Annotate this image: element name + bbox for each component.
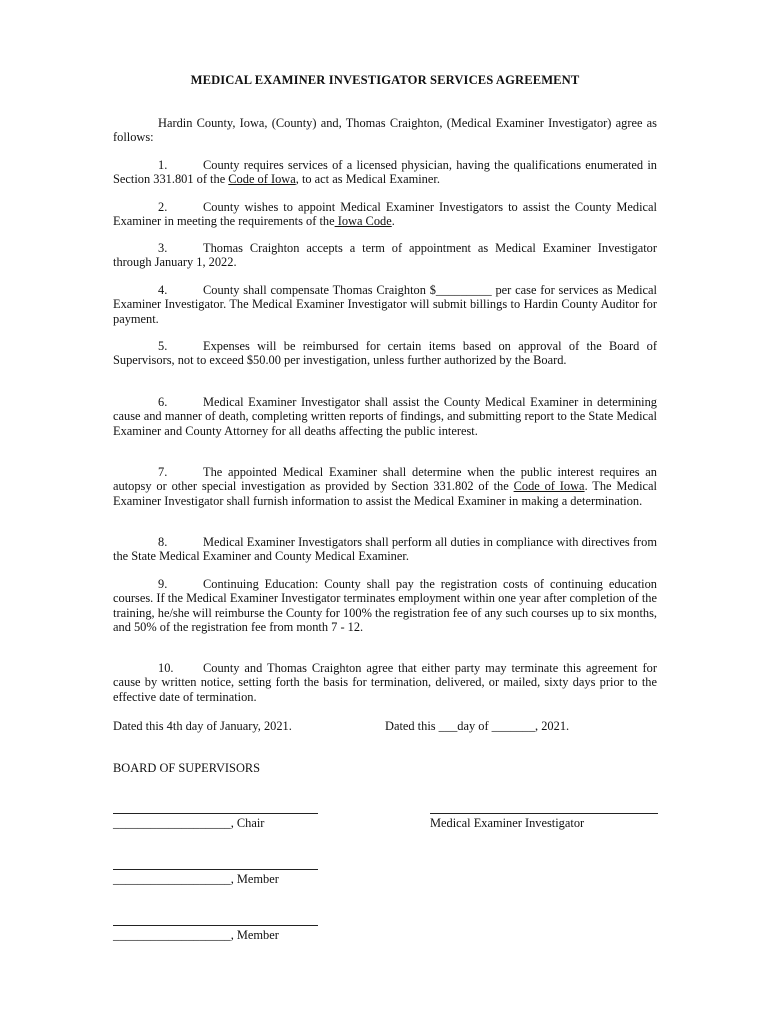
clause-text-end: , to act as Medical Examiner. bbox=[295, 172, 440, 187]
clause-text: Medical Examiner Investigator shall assist the County Medical Examiner in determining cause and manner of death, completing written reports of findings, and submitting report to the State Medical Examiner and County Attorney for all deaths affecting the public interest. bbox=[113, 395, 657, 438]
clause-number: 8. bbox=[158, 535, 168, 549]
investigator-signature-line bbox=[430, 813, 658, 814]
member-2-signature-line bbox=[113, 925, 318, 926]
clause-5 bbox=[113, 339, 657, 368]
dated-county: Dated this 4th day of January, 2021. bbox=[113, 719, 292, 733]
clause-text: County requires services of a licensed physician, having the qualifications enumerated in Section 331.801 of the bbox=[113, 158, 657, 187]
clause-1 bbox=[113, 158, 657, 187]
clause-number: 4. bbox=[158, 283, 168, 297]
clause-text-end: . bbox=[391, 214, 395, 229]
code-of-iowa-reference: Code of Iowa bbox=[228, 172, 296, 187]
clause-text: County wishes to appoint Medical Examiner Investigators to assist the County Medical Examiner in meeting the requirements of the bbox=[113, 200, 657, 229]
member-2-signature-label: ___________________, Member bbox=[113, 928, 279, 942]
iowa-code-reference: Iowa Code bbox=[334, 214, 392, 229]
clause-text: Continuing Education: County shall pay the registration costs of continuing education courses. If the Medical Examiner Investigator terminates employment within one year after completion of the training, he/she will reimburse the County for 100% the registration fee of any such courses up to six months, and 50% of the registration fee from month 7 - 12. bbox=[113, 577, 657, 635]
dated-investigator: Dated this ___day of _______, 2021. bbox=[385, 719, 570, 733]
clause-text: Medical Examiner Investigators shall perform all duties in compliance with directives from the State Medical Examiner and County Medical Examiner. bbox=[113, 535, 657, 564]
clause-text-end: . The Medical Examiner Investigator shall furnish information to assist the Medical Examiner in making a determination. bbox=[113, 479, 657, 508]
member-1-signature-line bbox=[113, 869, 318, 870]
clause-6 bbox=[113, 395, 657, 438]
clause-text: The appointed Medical Examiner shall determine when the public interest requires an autopsy or other special investigation as provided by Section 331.802 of the bbox=[113, 465, 657, 494]
clause-10 bbox=[113, 661, 657, 704]
clause-7 bbox=[113, 465, 657, 508]
clause-number: 7. bbox=[158, 465, 168, 479]
clause-number: 3. bbox=[158, 241, 168, 255]
board-heading: BOARD OF SUPERVISORS bbox=[113, 761, 261, 775]
investigator-signature-label: Medical Examiner Investigator bbox=[430, 816, 585, 830]
clause-text: County shall compensate Thomas Craighton $_________ per case for services as Medical Examiner Investigator. The Medical Examiner Investigator will submit billings to Hardin County Auditor for payment. bbox=[113, 283, 657, 326]
clause-number: 5. bbox=[158, 339, 168, 353]
clause-text: Expenses will be reimbursed for certain items based on approval of the Board of Supervisors, not to exceed $50.00 per investigation, unless further authorized by the Board. bbox=[113, 339, 657, 368]
clause-number: 1. bbox=[158, 158, 168, 172]
chair-signature-label: ___________________, Chair bbox=[113, 816, 265, 830]
clause-text: Thomas Craighton accepts a term of appointment as Medical Examiner Investigator through January 1, 2022. bbox=[113, 241, 657, 270]
clause-number: 6. bbox=[158, 395, 168, 409]
clause-number: 2. bbox=[158, 200, 168, 214]
clause-9 bbox=[113, 577, 657, 635]
member-1-signature-label: ___________________, Member bbox=[113, 872, 279, 886]
intro-text: Hardin County, Iowa, (County) and, Thomas Craighton, (Medical Examiner Investigator) agree as follows: bbox=[113, 116, 657, 145]
clause-8 bbox=[113, 535, 657, 564]
clause-2 bbox=[113, 200, 657, 229]
clause-number: 10. bbox=[158, 661, 174, 675]
chair-signature-line bbox=[113, 813, 318, 814]
clause-text: County and Thomas Craighton agree that either party may terminate this agreement for cause by written notice, setting forth the basis for termination, delivered, or mailed, sixty days prior to the effective date of termination. bbox=[113, 661, 657, 704]
intro-paragraph bbox=[113, 116, 657, 145]
clause-4 bbox=[113, 283, 657, 326]
code-of-iowa-reference: Code of Iowa bbox=[513, 479, 585, 494]
clause-number: 9. bbox=[158, 577, 168, 591]
document-title: MEDICAL EXAMINER INVESTIGATOR SERVICES AGREEMENT bbox=[190, 73, 580, 87]
clause-3 bbox=[113, 241, 657, 270]
